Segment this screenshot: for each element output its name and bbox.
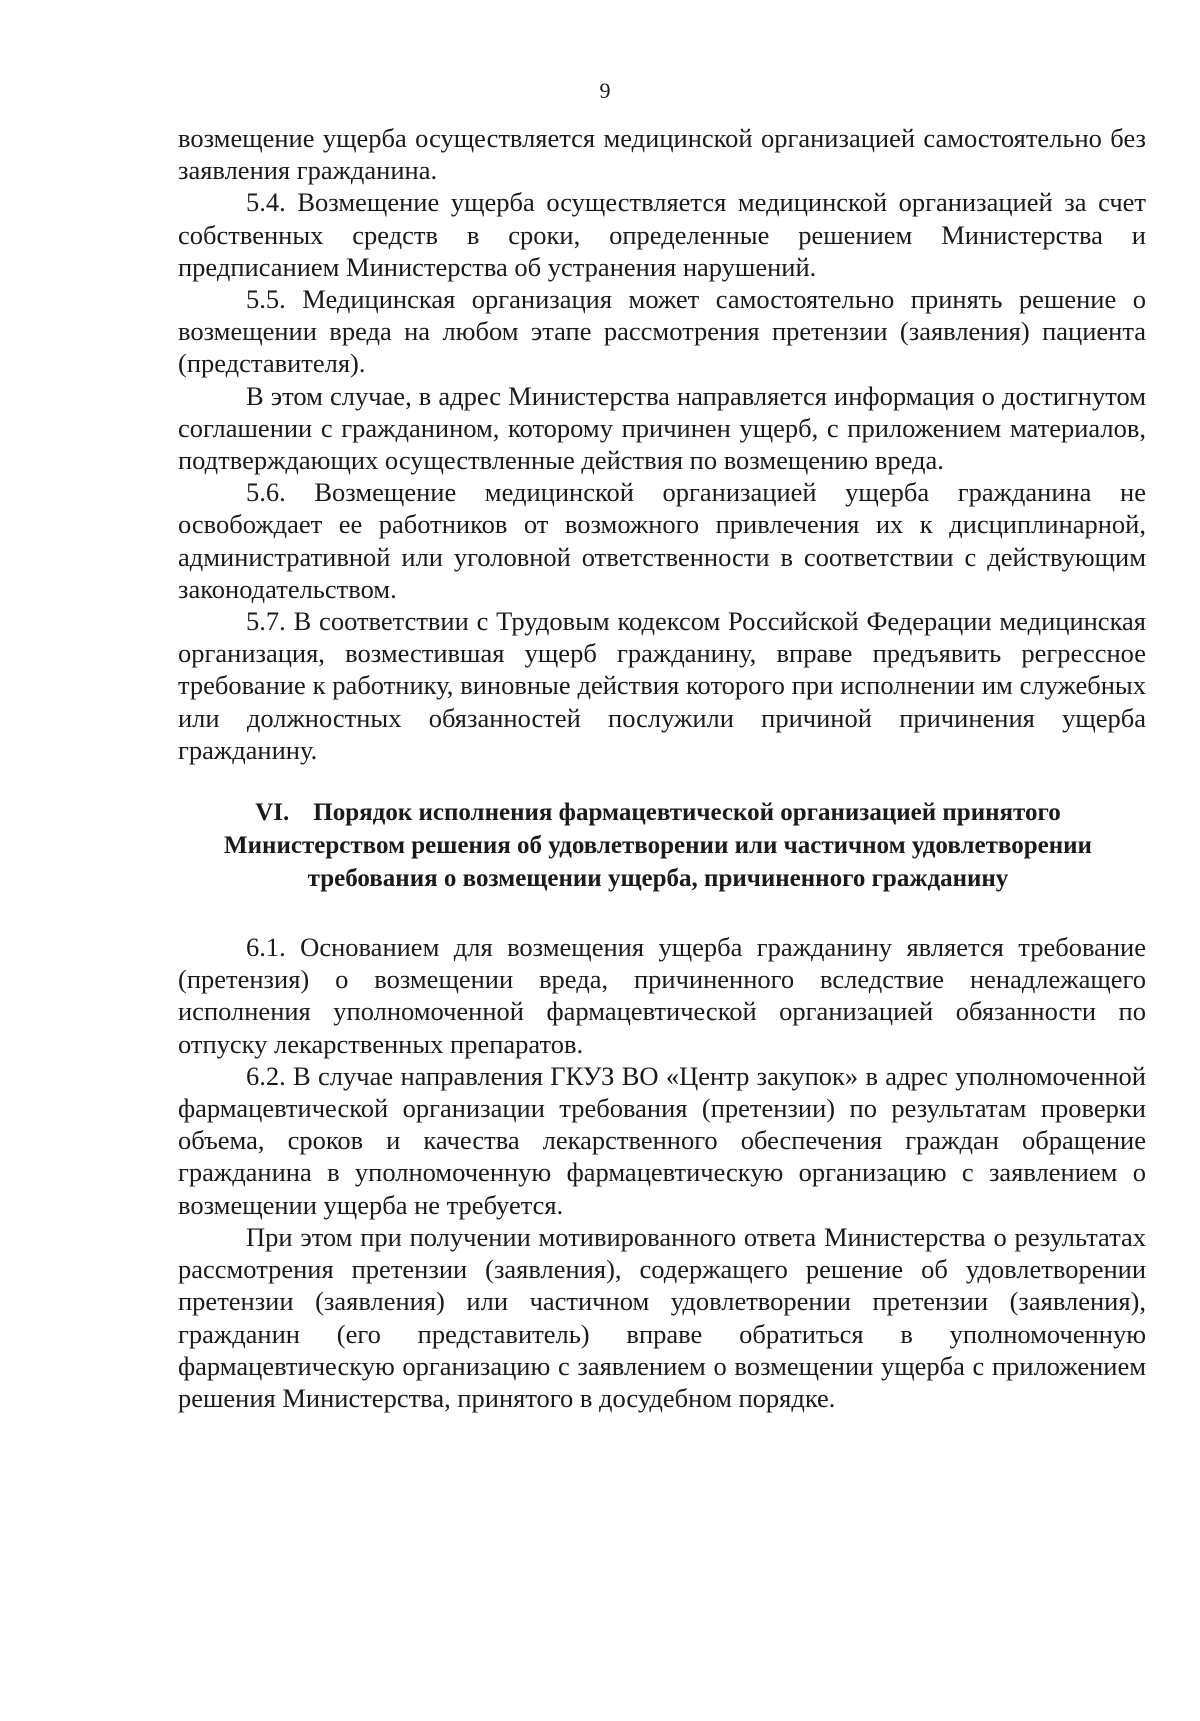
paragraph-continuation: возмещение ущерба осуществляется медицинской организацией самостоятельно без заявления гражданина. xyxy=(178,123,1146,186)
section-heading xyxy=(178,796,1146,895)
paragraph-5-5: 5.5. Медицинская организация может самостоятельно принять решение о возмещении вреда на любом этапе рассмотрения претензии (заявления) пациента (представителя). xyxy=(178,284,1146,379)
page-number: 9 xyxy=(599,78,611,103)
paragraph-5-6: 5.6. Возмещение медицинской организацией ущерба гражданина не освобождает ее работников от возможного привлечения их к дисциплинарной, административной или уголовной ответственности в соответствии с действующим законодательством. xyxy=(178,477,1146,604)
paragraph-5-4: 5.4. Возмещение ущерба осуществляется медицинской организацией за счет собственных средств в сроки, определенные решением Министерства и предписанием Министерства об устранения нарушений. xyxy=(178,187,1146,282)
paragraph-6-1: 6.1. Основанием для возмещения ущерба гражданину является требование (претензия) о возмещении вреда, причиненного вследствие ненадлежащего исполнения уполномоченной фармацевтической организацией обязанности по отпуску лекарственных препаратов. xyxy=(178,932,1146,1059)
paragraph-6-2-note: При этом при получении мотивированного ответа Министерства о результатах рассмотрения претензии (заявления), содержащего решение об удовлетворении претензии (заявления) или частичном удовлетворении претензии (заявления), гражданин (его представитель) вправе обратиться в уполномоченную фармацевтическую организацию с заявлением о возмещении ущерба с приложением решения Министерства, принятого в досудебном порядке. xyxy=(178,1221,1146,1413)
paragraph-5-5-note: В этом случае, в адрес Министерства направляется информация о достигнутом соглашении с гражданином, которому причинен ущерб, с приложением материалов, подтверждающих осуществленные действия по возмещению вреда. xyxy=(178,380,1146,476)
section-number: VI. xyxy=(255,799,290,827)
document-body xyxy=(178,122,1146,1414)
paragraph-5-7: 5.7. В соответствии с Трудовым кодексом Российской Федерации медицинская организация, возместившая ущерб гражданину, вправе предъявить регрессное требование к работнику, виновные действия которого при исполнении им служебных или должностных обязанностей послужили причиной причинения ущерба гражданину. xyxy=(178,606,1146,765)
paragraph-6-2: 6.2. В случае направления ГКУЗ ВО «Центр закупок» в адрес уполномоченной фармацевтической организации требования (претензии) по результатам проверки объема, сроков и качества лекарственного обеспечения граждан обращение гражданина в уполномоченную фармацевтическую организацию с заявлением о возмещении ущерба не требуется. xyxy=(178,1060,1146,1220)
section-title: Порядок исполнения фармацевтической организацией принятого Министерством решения об удовлетворении или частичном удовлетворении требования о возмещении ущерба, причиненного гражданину xyxy=(224,799,1092,893)
